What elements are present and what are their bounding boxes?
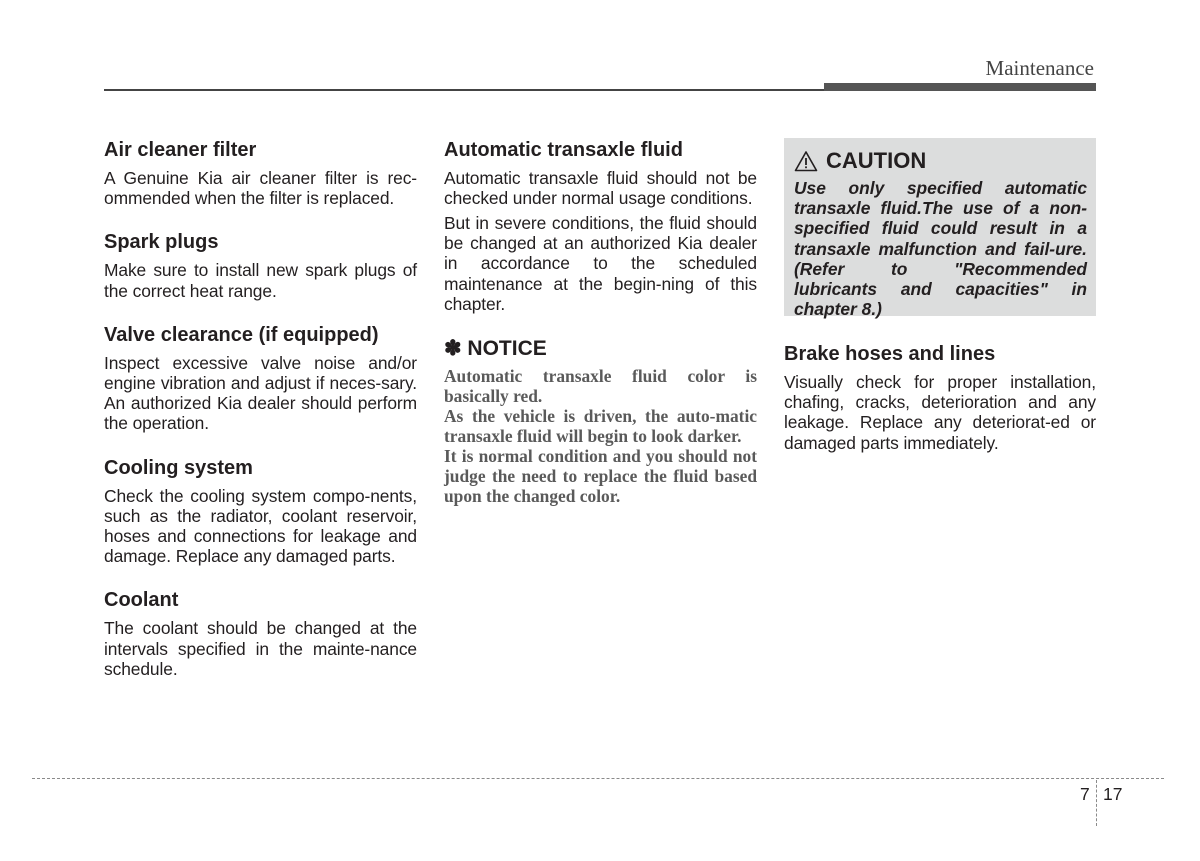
section-heading: Air cleaner filter: [104, 139, 257, 161]
notice-paragraph: As the vehicle is driven, the auto-matic transaxle fluid will begin to look darker.: [444, 406, 757, 447]
section-body: A Genuine Kia air cleaner filter is rec-ommended when the filter is replaced.: [104, 168, 417, 209]
section-body: Inspect excessive valve noise and/or engine vibration and adjust if neces-sary. An authorized Kia dealer should perform the operation.: [104, 352, 417, 434]
section-body: The coolant should be changed at the intervals specified in the mainte-nance schedule.: [104, 618, 417, 679]
section-cooling-system: [104, 456, 417, 567]
section-air-cleaner-filter: [104, 138, 417, 208]
page-number-divider: [1096, 780, 1097, 826]
caution-title: CAUTION: [826, 148, 927, 173]
column-left: [104, 138, 417, 679]
section-heading: Cooling system: [104, 456, 253, 479]
section-body: Visually check for proper installation, chafing, cracks, deterioration and any leakage. Replace any deteriorat-ed or damaged parts immediately.: [784, 372, 1096, 453]
page-header-title: Maintenance: [985, 56, 1094, 80]
section-paragraph: But in severe conditions, the fluid should be changed at an authorized Kia dealer in accordance to the scheduled maintenance at the begin-ning of this chapter.: [444, 212, 757, 314]
section-coolant: [104, 588, 417, 679]
section-brake-hoses-and-lines: [784, 342, 1096, 453]
header-rule: [104, 89, 824, 91]
section-heading: Brake hoses and lines: [784, 343, 996, 365]
page-number: 17: [1103, 784, 1123, 804]
section-heading: Valve clearance (if equipped): [104, 323, 379, 346]
notice-paragraph: It is normal condition and you should not judge the need to replace the fluid based upon the changed color.: [444, 446, 757, 507]
section-automatic-transaxle-fluid: [444, 138, 757, 314]
section-heading: Coolant: [104, 589, 179, 612]
section-body: Make sure to install new spark plugs of the correct heat range.: [104, 260, 417, 301]
caution-body: Use only specified automatic transaxle fluid.The use of a non-specified fluid could result in a transaxle malfunction and fail-ure. (Refer to "Recommended lubricants and capacities" in chapter 8.): [794, 178, 1087, 320]
caution-box: [784, 138, 1096, 320]
notice-box: [444, 336, 757, 507]
section-heading: Spark plugs: [104, 231, 219, 254]
notice-paragraph: Automatic transaxle fluid color is basically red.: [444, 365, 757, 407]
caution-header: [794, 148, 1087, 174]
section-paragraph: Automatic transaxle fluid should not be checked under normal usage conditions.: [444, 168, 757, 209]
chapter-number: 7: [1080, 784, 1090, 804]
column-right: [784, 138, 1096, 453]
section-spark-plugs: [104, 230, 417, 300]
header-rule-accent: [824, 83, 1096, 91]
section-heading: Automatic transaxle fluid: [444, 139, 683, 161]
column-middle: [444, 138, 757, 507]
warning-triangle-icon: [794, 150, 818, 172]
notice-title: ✽ NOTICE: [444, 336, 547, 360]
section-body: Check the cooling system compo-nents, such as the radiator, coolant reservoir, hoses and connections for leakage and damage. Replace any damaged parts.: [104, 485, 417, 567]
footer-dashed-rule: [32, 778, 1164, 779]
section-valve-clearance: [104, 323, 417, 434]
